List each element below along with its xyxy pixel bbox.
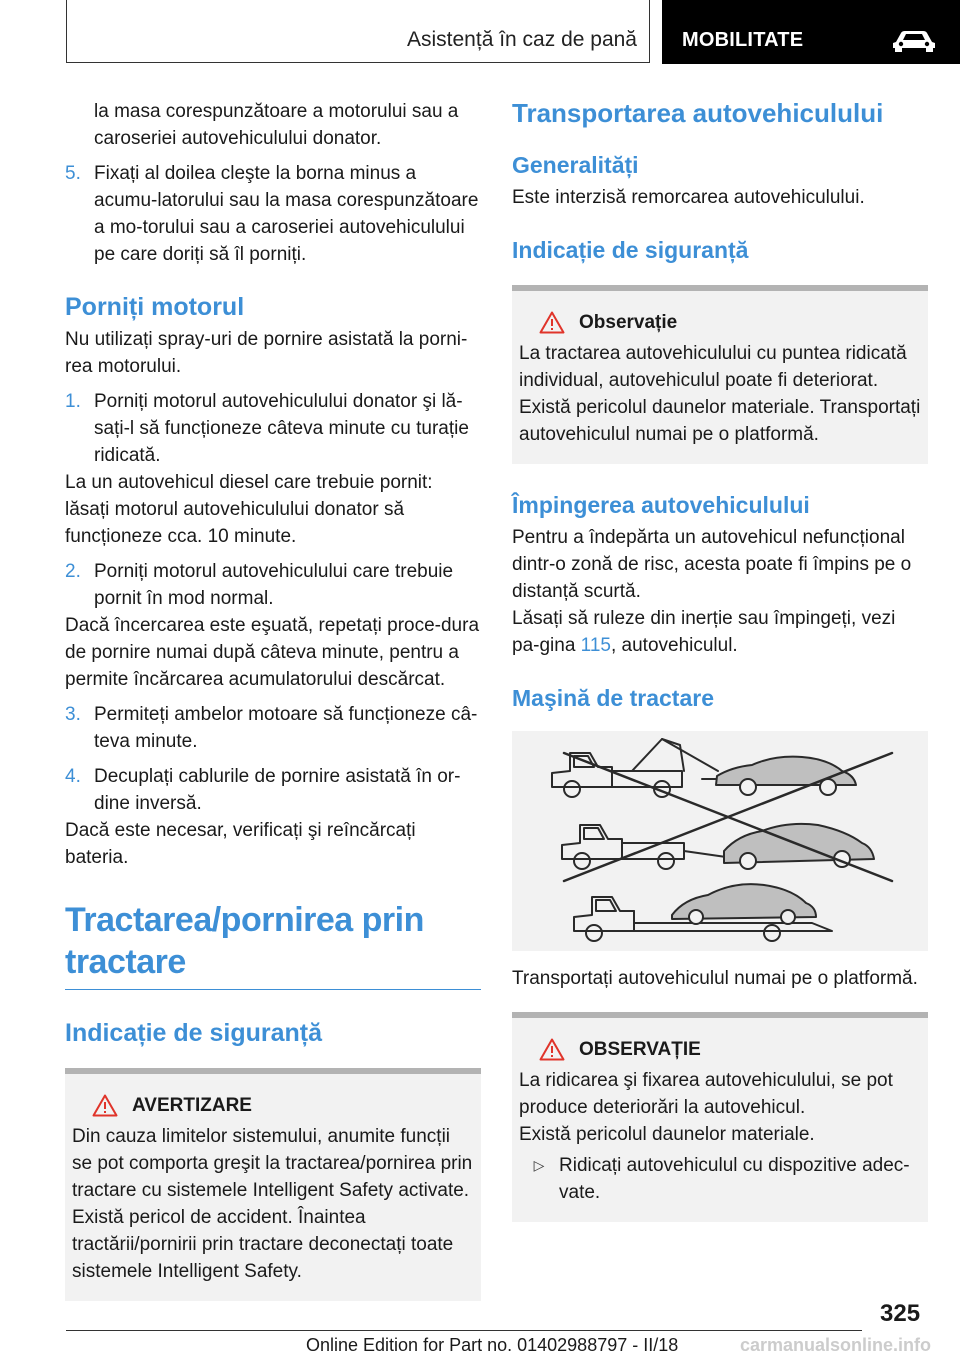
paragraph: Dacă este necesar, verificați şi reîncărcați bateria. <box>65 820 416 868</box>
warning-header <box>92 1094 475 1117</box>
towing-illustration <box>512 731 928 951</box>
header-section: MOBILITATE <box>682 29 804 51</box>
step-number: 1. <box>65 391 81 412</box>
list-item <box>65 388 481 469</box>
footer-divider <box>66 1330 862 1331</box>
page-header <box>66 0 960 64</box>
note-title: Observație <box>579 311 678 333</box>
figure-caption: Transportați autovehiculul numai pe o platformă. <box>512 968 918 989</box>
list-item <box>65 701 481 755</box>
notice-text: La ridicarea şi fixarea autovehiculului, se pot produce deteriorări la autovehicul. <box>519 1070 893 1118</box>
watermark: carmanualsonline.info <box>740 1335 932 1355</box>
subsection-heading: Împingerea autovehiculului <box>512 492 810 518</box>
chapter-heading-block <box>65 899 481 990</box>
warning-triangle-icon <box>539 1038 565 1061</box>
car-icon <box>890 28 938 52</box>
note-box <box>512 285 928 464</box>
warning-box <box>65 1068 481 1301</box>
step-text: Permiteți ambelor motoare să funcționeze câ‐teva minute. <box>94 704 478 752</box>
notice-title: OBSERVAȚIE <box>579 1038 701 1060</box>
warning-triangle-icon <box>92 1094 118 1117</box>
step-subtext: La un autovehicul diesel care trebuie pornit: lăsați motorul autovehiculului donator să funcționeze cca. 10 minute. <box>65 472 433 547</box>
triangle-bullet-icon: ▷ <box>533 1157 545 1173</box>
bullet-text: Ridicați autovehiculul cu dispozitive adec‐vate. <box>559 1155 910 1203</box>
header-title-box <box>66 0 650 63</box>
section-heading: Transportarea autovehiculului <box>512 98 884 128</box>
header-section-box <box>662 0 960 64</box>
header-title: Asistență în caz de pană <box>407 28 637 51</box>
step-text: Fixați al doilea cleşte la borna minus a acumu‐latorului sau la masa corespunzătoare a mo‐torului sau a caroseriei autovehiculului pe care doriți să îl porniți. <box>94 163 479 265</box>
warning-title: AVERTIZARE <box>132 1094 252 1116</box>
subsection-heading: Maşină de tractare <box>512 685 714 711</box>
subsection-heading: Indicație de siguranță <box>512 237 749 263</box>
paragraph-text: Lăsați să ruleze din inerție sau împingeți, vezi pa‐gina <box>512 608 896 656</box>
step-number: 4. <box>65 766 81 787</box>
list-item <box>65 160 481 268</box>
page-reference-link[interactable]: 115 <box>580 635 611 656</box>
notice-text: Există pericolul daunelor materiale. <box>519 1124 815 1145</box>
paragraph: Pentru a îndepărta un autovehicul nefuncțional dintr-o zonă de risc, acesta poate fi împins pe o distanță scurtă. <box>512 527 912 602</box>
paragraph: Nu utilizați spray-uri de pornire asistată la porni‐rea motorului. <box>65 329 468 377</box>
list-item <box>519 1152 922 1206</box>
notice-box <box>512 1012 928 1222</box>
paragraph-text: , autovehiculul. <box>610 635 738 656</box>
step-number: 5. <box>65 163 81 184</box>
list-item <box>65 558 481 612</box>
notice-header <box>539 1038 922 1061</box>
step-number: 2. <box>65 561 81 582</box>
paragraph: Este interzisă remorcarea autovehiculului. <box>512 187 865 208</box>
section-heading: Indicație de siguranță <box>65 1019 323 1047</box>
note-header <box>539 311 922 334</box>
step-continuation: la masa corespunzătoare a motorului sau a caroseriei autovehiculului donator. <box>94 101 459 149</box>
step-subtext: Dacă încercarea este eşuată, repetați proce‐dura de pornire numai după câteva minute, pentru a permite încărcarea acumulatorului descărcat. <box>65 615 480 690</box>
edition-text: Online Edition for Part no. 01402988797 - II/18 <box>306 1335 679 1355</box>
section-heading: Porniți motorul <box>65 293 245 321</box>
warning-text: Din cauza limitelor sistemului, anumite funcții se pot comporta greşit la tractarea/pornirea prin tractare cu sistemele Intelligent Safety activate. Există pericol de accident. Înaintea tractării/pornirii prin tractare deconectați toate sistemele Intelligent Safety. <box>72 1126 473 1282</box>
paragraph <box>512 605 928 659</box>
left-column <box>65 98 481 1301</box>
step-text: Porniți motorul autovehiculului donator şi lă‐sați-l să funcționeze câteva minute cu turație ridicată. <box>94 391 469 466</box>
list-item <box>65 763 481 817</box>
page-number: 325 <box>880 1300 921 1327</box>
warning-triangle-icon <box>539 311 565 334</box>
note-text: La tractarea autovehiculului cu puntea ridicată individual, autovehiculul poate fi deteriorat. Există pericolul daunelor materiale. Transportați autovehiculul numai pe o platformă. <box>519 343 921 445</box>
step-text: Porniți motorul autovehiculului care trebuie pornit în mod normal. <box>94 561 454 609</box>
step-text: Decuplați cablurile de pornire asistată în or‐dine inversă. <box>94 766 461 814</box>
chapter-heading: Tractarea/pornirea prin tractare <box>65 901 424 981</box>
tow-truck-illustration <box>512 731 928 951</box>
subsection-heading: Generalități <box>512 152 639 178</box>
right-column <box>512 98 928 1222</box>
step-number: 3. <box>65 704 81 725</box>
